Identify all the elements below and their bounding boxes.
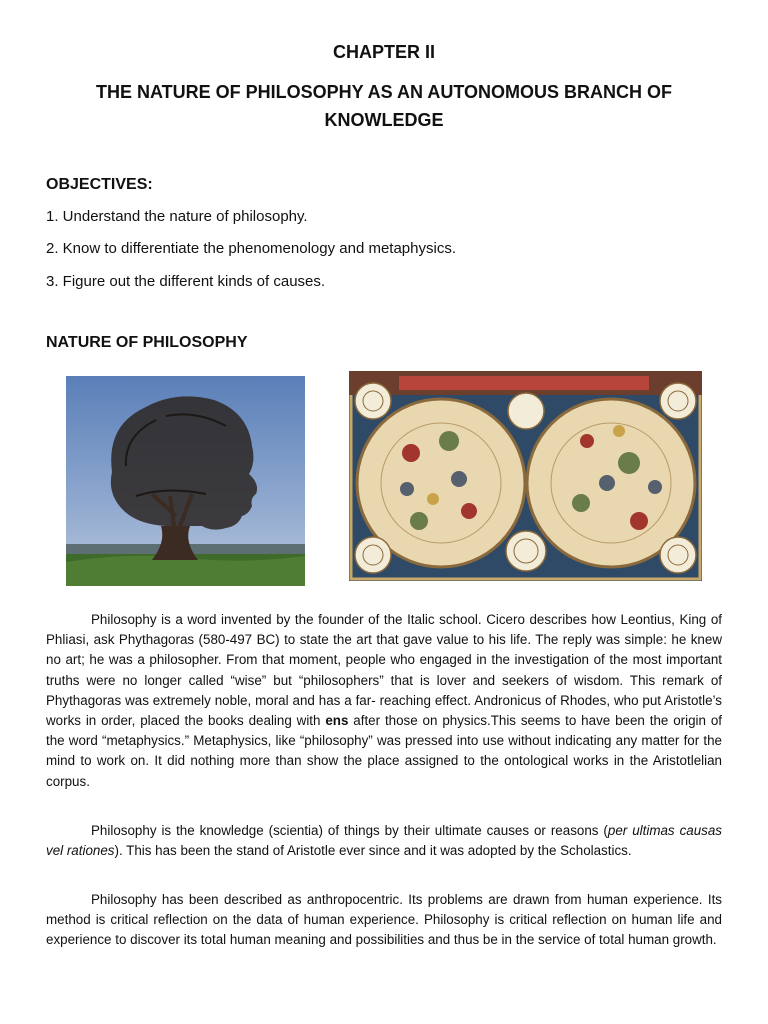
tree-head-image [66,376,305,586]
objective-item: 2. Know to differentiate the phenomenology and metaphysics. [46,240,456,257]
bold-term: ens [325,713,349,729]
chapter-title: THE NATURE OF PHILOSOPHY AS AN AUTONOMOUS BRANCH OF KNOWLEDGE [95,82,673,130]
section-heading: NATURE OF PHILOSOPHY [46,334,248,351]
objective-item: 3. Figure out the different kinds of causes. [46,273,326,290]
paragraph [46,821,722,861]
paragraph-text: Philosophy is a word invented by the founder of the Italic school. Cicero describes how Leontius, King of Phliasi, ask Phythagoras (580-497 BC) to state the art that gave value to his life. The reply was simple: he knew no art; he was a philosopher. From that moment, people who engaged in the investigation of the most important truths were no longer called “wise” but “philosophers” that is lover and seekers of wisdom. This remark of Phythagoras was extremely noble, moral and has a far- reaching effect. Andronicus of Rhodes, who put Aristotle’s works in order, placed the books dealing with [46,612,722,729]
chapter-label: CHAPTER II [332,42,435,62]
paragraph-text: after those on physics.This seems to have been the origin of the word “metaphysics.” Metaphysics, like “philosophy” was pressed into use without indicating any matter for the mind to work on. It did nothing more than show the place assigned to the ontological works in the Aristotlelian corpus. [46,713,722,789]
paragraph: Philosophy has been described as anthropocentric. Its problems are drawn from human experience. Its method is critical reflection on the data of human experience. Philosophy is critical reflection on human life and experience to discover its total human meaning and possibilities and thus be in the service of total human growth. [46,892,722,948]
objectives-heading: OBJECTIVES: [46,176,153,193]
paragraph-text: ). This has been the stand of Aristotle ever since and it was adopted by the Scholastics. [114,843,632,859]
celestial-map-image [349,371,702,581]
paragraph [46,610,722,792]
objective-item: 1. Understand the nature of philosophy. [46,208,308,225]
italic-term: per ultimas causas vel rationes [46,823,723,859]
paragraph-text: Philosophy is the knowledge (scientia) of things by their ultimate causes or reasons ( [91,823,608,838]
